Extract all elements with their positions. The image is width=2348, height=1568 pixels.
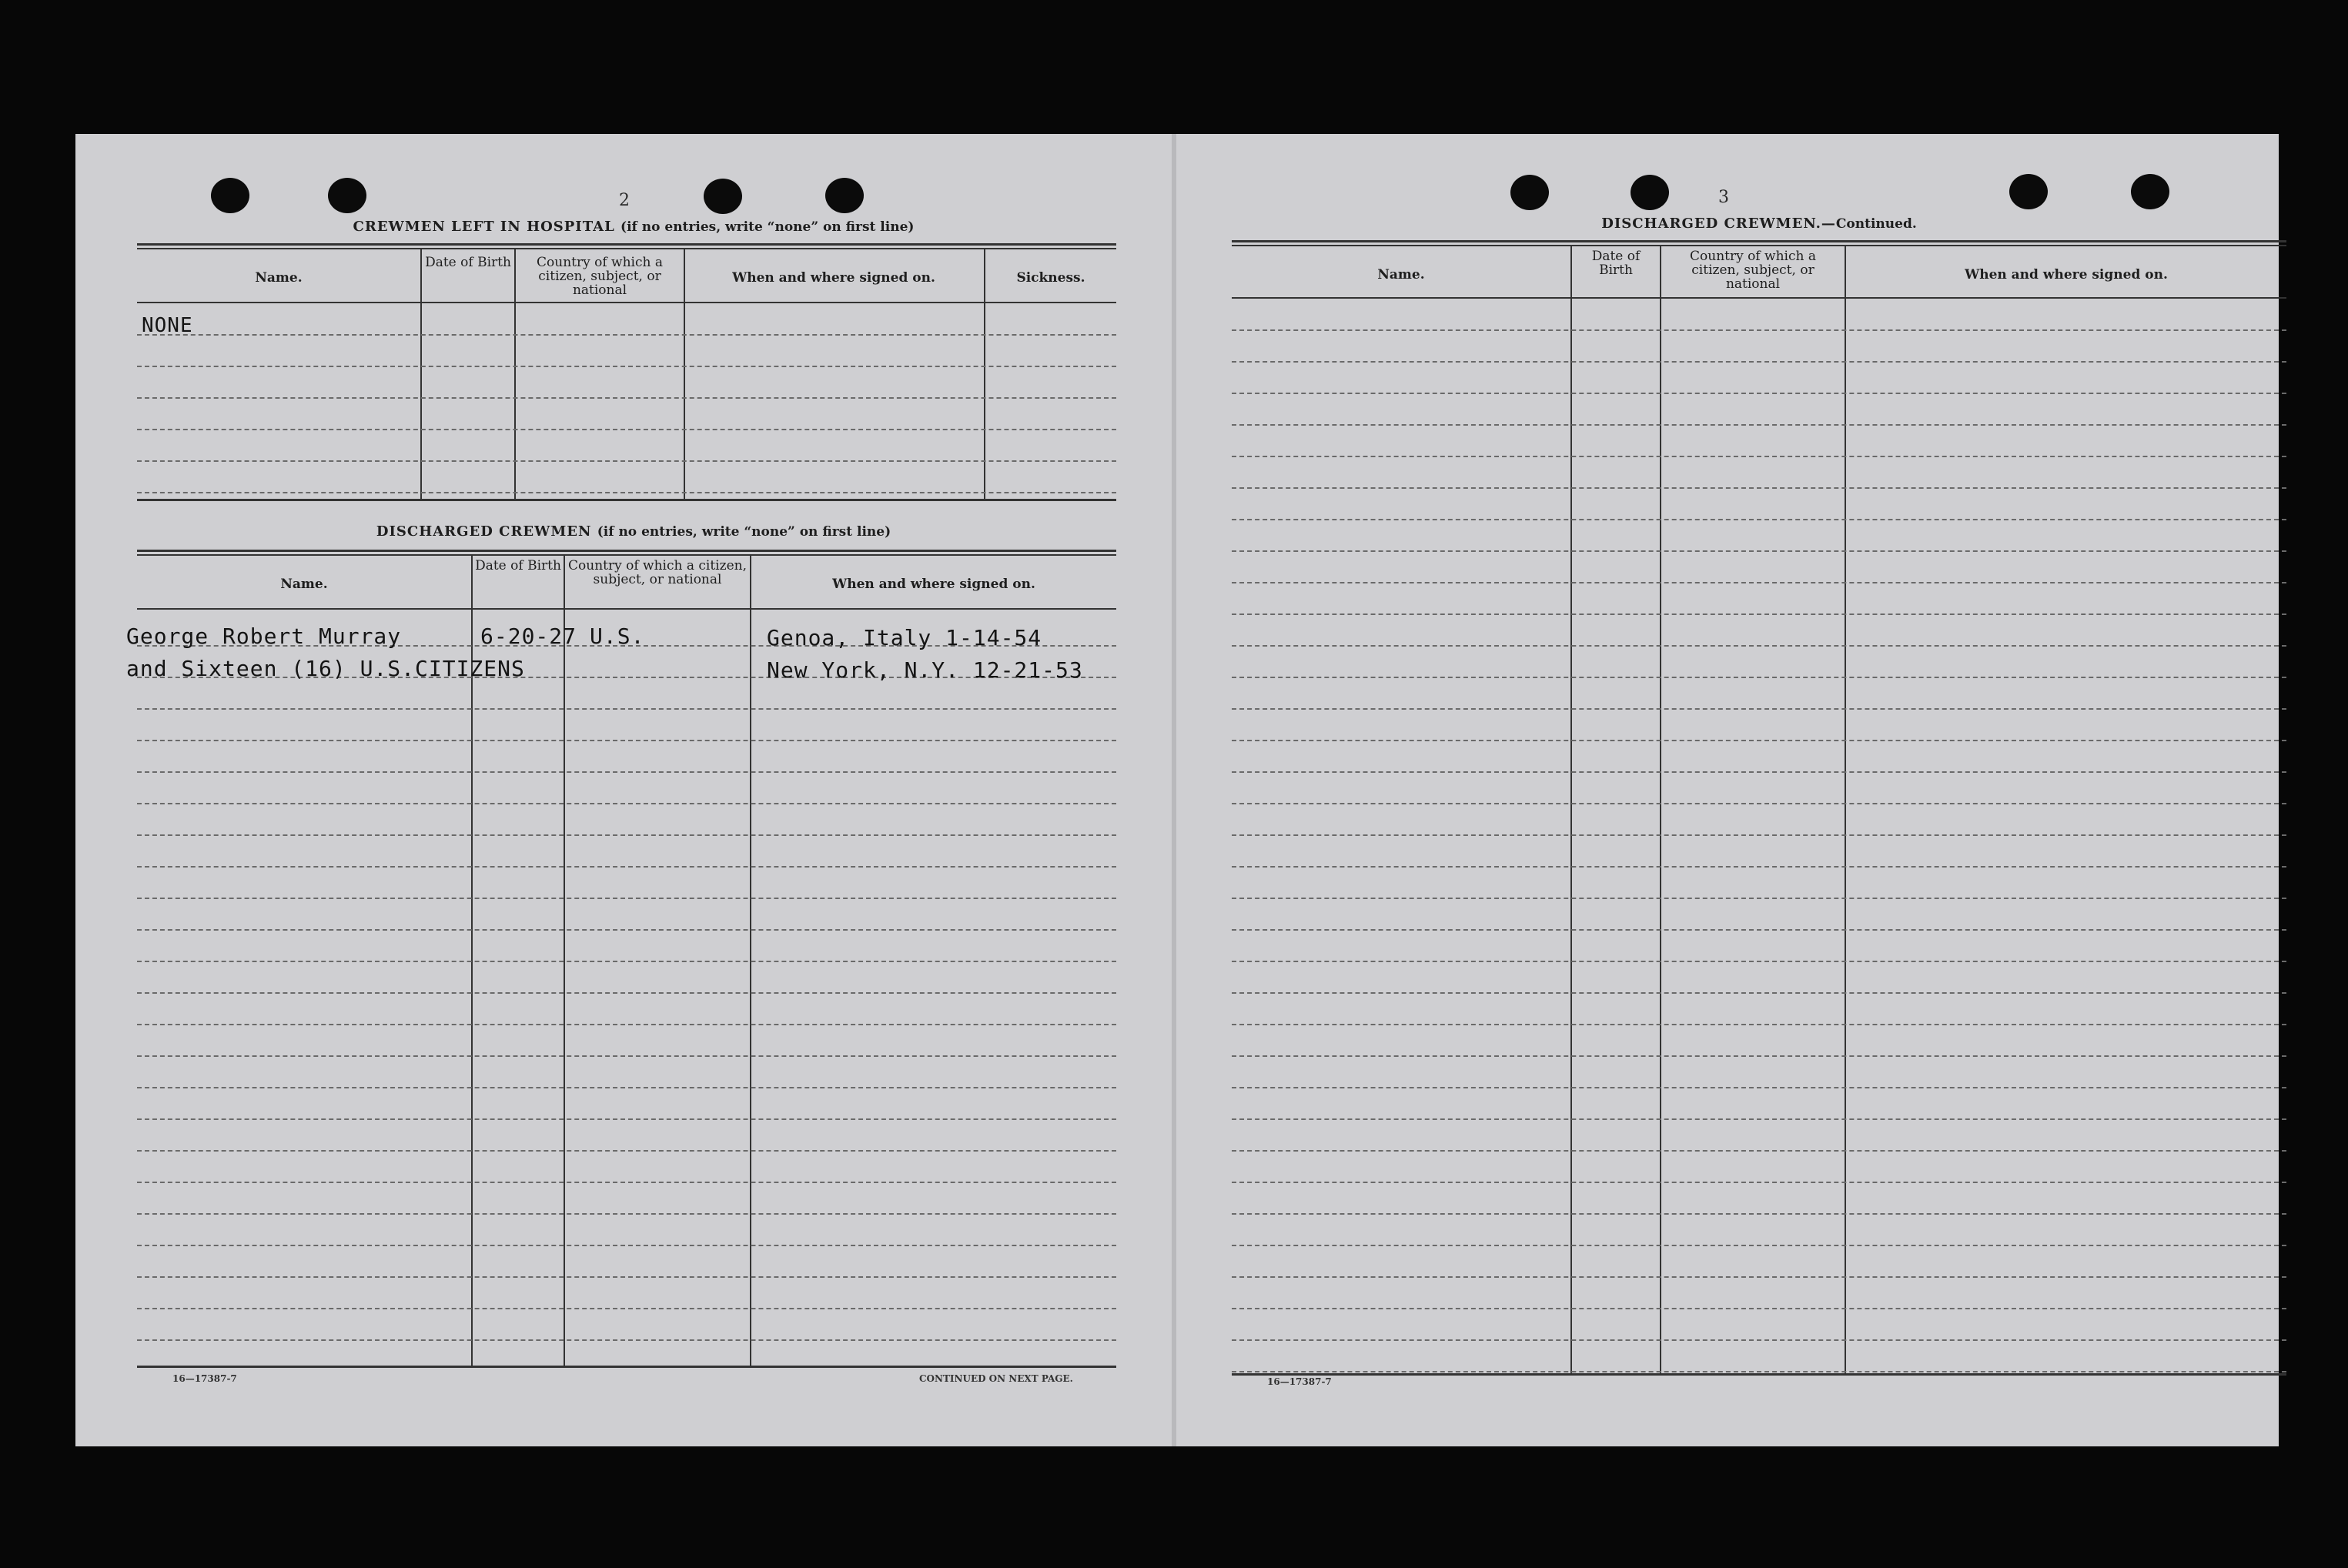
ruled-line: [1232, 929, 2286, 931]
ruled-line: [137, 961, 1116, 962]
col-signed-on: When and where signed on.: [732, 270, 935, 286]
ruled-line: [1232, 898, 2286, 899]
page-number: 2: [619, 191, 630, 210]
ruled-line: [1232, 1339, 2286, 1341]
hospital-title-text: CREWMEN LEFT IN HOSPITAL: [353, 219, 615, 235]
ruled-line: [1232, 1087, 2286, 1088]
ruled-line: [137, 460, 1116, 462]
col-country: Country of which a citizen, subject, or national: [1690, 249, 1816, 292]
ruled-line: [137, 898, 1116, 899]
col-signed-on: When and where signed on.: [832, 577, 1035, 592]
ruled-line: [137, 834, 1116, 836]
hospital-section-title: [137, 219, 1130, 235]
col-name: Name.: [1377, 267, 1425, 283]
punch-hole: [1510, 175, 1549, 210]
ruled-line: [1232, 961, 2286, 962]
ruled-line: [137, 1213, 1116, 1215]
ruled-line: [1232, 1276, 2286, 1278]
ruled-line: [1232, 1371, 2286, 1372]
ruled-line: [1232, 456, 2286, 457]
ruled-line: [137, 803, 1116, 804]
entry-signed-on: Genoa, Italy 1-14-54: [767, 625, 1042, 650]
right-discharged-table: [1232, 240, 2286, 1379]
ruled-line: [137, 1308, 1116, 1309]
entry-country: U.S.: [590, 624, 645, 649]
page-number: 3: [1718, 188, 1729, 207]
punch-hole: [704, 179, 742, 214]
discharged-title-text: DISCHARGED CREWMEN: [376, 523, 592, 540]
continued-note: CONTINUED ON NEXT PAGE.: [919, 1373, 1073, 1384]
ruled-line: [137, 1182, 1116, 1183]
ruled-line: [1232, 740, 2286, 741]
ruled-line: [1232, 1150, 2286, 1152]
ruled-line: [1232, 361, 2286, 363]
col-date-of-birth: Date of Birth: [425, 255, 511, 270]
col-country: Country of which a citizen, subject, or national: [568, 558, 747, 587]
ruled-line: [137, 1150, 1116, 1152]
ruled-line: [137, 366, 1116, 367]
ruled-line: [1232, 1182, 2286, 1183]
col-signed-on: When and where signed on.: [1965, 267, 2168, 283]
punch-hole: [2131, 174, 2169, 209]
ruled-line: [137, 1339, 1116, 1341]
ruled-line: [137, 1024, 1116, 1025]
col-sickness: Sickness.: [1016, 270, 1085, 286]
ruled-line: [1232, 1308, 2286, 1309]
ruled-line: [137, 929, 1116, 931]
hospital-instruction: (if no entries, write “none” on first line): [620, 219, 915, 235]
ruled-line: [137, 740, 1116, 741]
ruled-line: [1232, 1024, 2286, 1025]
ruled-line: [1232, 393, 2286, 394]
document-paper: [75, 134, 2279, 1446]
ruled-line: [137, 708, 1116, 710]
ruled-line: [137, 1055, 1116, 1057]
discharged-table: [126, 550, 1116, 1427]
ruled-line: [1232, 550, 2286, 552]
right-title-suffix: Continued.: [1835, 216, 1917, 232]
punch-hole: [825, 178, 864, 213]
ruled-line: [1232, 803, 2286, 804]
ruled-line: [1232, 613, 2286, 615]
discharged-section-title: [137, 523, 1130, 540]
ruled-line: [137, 334, 1116, 336]
ruled-line: [137, 1276, 1116, 1278]
ruled-line: [137, 1087, 1116, 1088]
ruled-line: [137, 429, 1116, 430]
ruled-line: [137, 771, 1116, 773]
ruled-line: [137, 1245, 1116, 1246]
ruled-line: [1232, 866, 2286, 868]
ruled-line: [1232, 424, 2286, 426]
form-number: 16—17387-7: [1267, 1376, 1332, 1387]
entry-signed-on: New York, N.Y. 12-21-53: [767, 657, 1083, 683]
col-date-of-birth: Date of Birth: [475, 558, 561, 573]
punch-hole: [328, 178, 366, 213]
punch-hole: [2009, 174, 2048, 209]
ruled-line: [137, 1118, 1116, 1120]
entry-name: George Robert Murray: [126, 624, 402, 649]
ruled-line: [1232, 1245, 2286, 1246]
ruled-line: [1232, 771, 2286, 773]
ruled-line: [1232, 329, 2286, 331]
entry-name: and Sixteen (16) U.S.CITIZENS: [126, 656, 525, 681]
ruled-line: [1232, 992, 2286, 994]
ruled-line: [1232, 677, 2286, 678]
ruled-line: [1232, 1055, 2286, 1057]
ruled-line: [137, 866, 1116, 868]
ruled-line: [1232, 645, 2286, 647]
hospital-entry-none: NONE: [142, 314, 193, 337]
ruled-line: [1232, 1118, 2286, 1120]
page-fold: [1172, 134, 1176, 1446]
ruled-line: [137, 992, 1116, 994]
ruled-line: [1232, 519, 2286, 520]
right-section-title: [1232, 216, 2286, 232]
punch-hole: [1631, 175, 1669, 210]
ruled-line: [1232, 708, 2286, 710]
right-title-text: DISCHARGED CREWMEN.—: [1601, 216, 1836, 232]
entry-dob: 6-20-27: [480, 624, 577, 649]
ruled-line: [1232, 1213, 2286, 1215]
col-name: Name.: [280, 577, 328, 592]
col-country: Country of which a citizen, subject, or national: [537, 255, 663, 298]
punch-hole: [211, 178, 249, 213]
ruled-line: [137, 397, 1116, 399]
discharged-instruction: (if no entries, write “none” on first line): [597, 524, 891, 540]
ruled-line: [1232, 834, 2286, 836]
ruled-line: [137, 492, 1116, 493]
ruled-line: [1232, 582, 2286, 583]
ruled-line: [1232, 487, 2286, 489]
col-date-of-birth: Date of Birth: [1591, 249, 1641, 278]
col-name: Name.: [255, 270, 303, 286]
form-number: 16—17387-7: [172, 1373, 237, 1384]
